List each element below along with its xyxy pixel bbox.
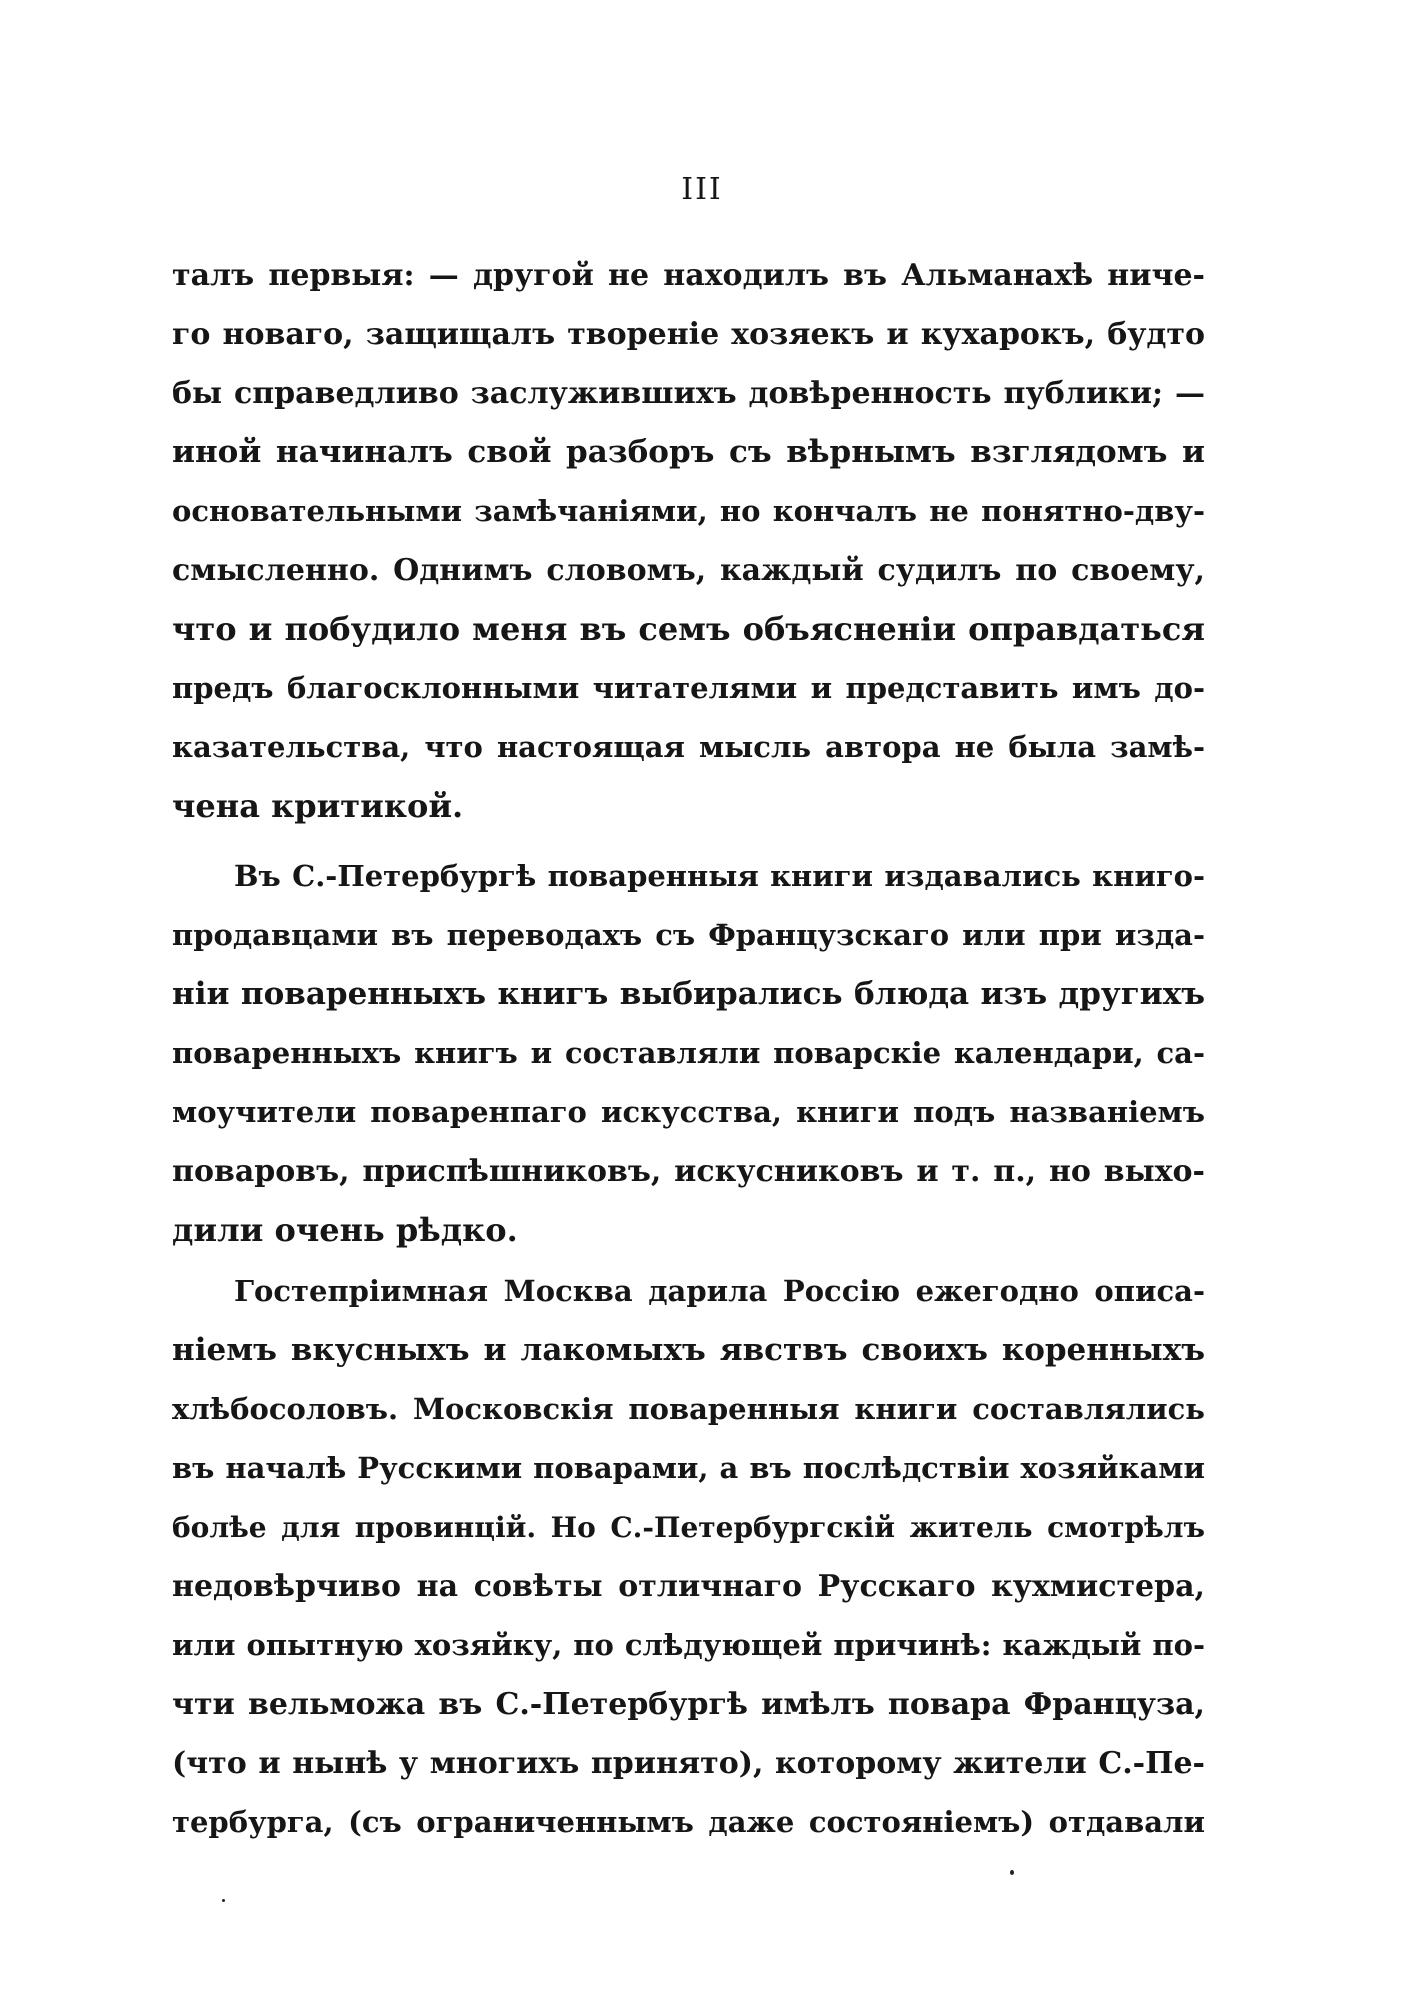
text-line: иной начиналъ свой разборъ съ вѣрнымъ взглядомъ и xyxy=(172,434,1205,470)
text-line: въ началѣ Русскими поварами, а въ послѣдствiи хозяйками xyxy=(172,1451,1205,1485)
text-line: го новаго, защищалъ творенiе хозяекъ и кухарокъ, будто xyxy=(172,317,1205,352)
text-line: смысленно. Однимъ словомъ, каждый судилъ по своему, xyxy=(172,553,1205,588)
text-line: недовѣрчиво на совѣты отличнаго Русскаго кухмистера, xyxy=(172,1569,1205,1604)
text-line: поваровъ, приспѣшниковъ, искусниковъ и т. п., но выхо- xyxy=(172,1154,1205,1189)
paragraph-1 xyxy=(172,246,1205,836)
text-line: бы справедливо заслужившихъ довѣренность публики; — xyxy=(172,376,1205,411)
text-line: что и побудило меня въ семъ объясненiи оправдаться xyxy=(172,610,1205,648)
text-line: талъ первыя: — другой не находилъ въ Альманахѣ ниче- xyxy=(172,258,1205,293)
text-line: тербурга, (съ ограниченнымъ даже состоянiемъ) отдавали xyxy=(172,1805,1205,1839)
text-line: чти вельможа въ С.-Петербургѣ имѣлъ повара Француза, xyxy=(172,1687,1205,1722)
text-line: Гостепрiимная Москва дарила Россiю ежегодно описа- xyxy=(234,1274,1205,1308)
text-line: поваренныхъ книгъ и составляли поварскiе календари, са- xyxy=(172,1036,1205,1070)
text-line: продавцами въ переводахъ съ Французскаго или при изда- xyxy=(172,918,1205,952)
text-line: болѣе для провинцiй. Но С.-Петербургскiй житель смотрѣлъ xyxy=(172,1511,1205,1544)
text-line: моучители поваренпаго искусства, книги подъ названiемъ xyxy=(172,1095,1205,1129)
text-line: чена критикой. xyxy=(172,787,464,825)
text-line: (что и нынѣ у многихъ принято), которому жители С.-Пе- xyxy=(172,1746,1205,1781)
text-line: нiемъ вкусныхъ и лакомыхъ явствъ своихъ коренныхъ xyxy=(172,1332,1205,1368)
print-speck xyxy=(222,1899,225,1902)
paragraph-3 xyxy=(172,1262,1205,1852)
text-line: основательными замѣчанiями, но кончалъ не понятно-дву- xyxy=(172,494,1205,528)
print-speck xyxy=(1010,1870,1014,1875)
page-number: III xyxy=(681,172,723,207)
text-line: хлѣбосоловъ. Московскiя поваренныя книги составлялись xyxy=(172,1392,1205,1426)
paragraph-2 xyxy=(172,847,1205,1260)
text-line: или опытную хозяйку, по слѣдующей причинѣ: каждый по- xyxy=(172,1628,1205,1662)
text-line: предъ благосклонными читателями и представить имъ до- xyxy=(172,671,1205,705)
text-line: Въ С.-Петербургѣ поваренныя книги издавались книго- xyxy=(234,859,1205,893)
text-line: дили очень рѣдко. xyxy=(172,1211,518,1249)
text-line: казательства, что настоящая мысль автора не была замѣ- xyxy=(172,730,1205,764)
text-line: нiи поваренныхъ книгъ выбирались блюда изъ другихъ xyxy=(172,976,1205,1012)
